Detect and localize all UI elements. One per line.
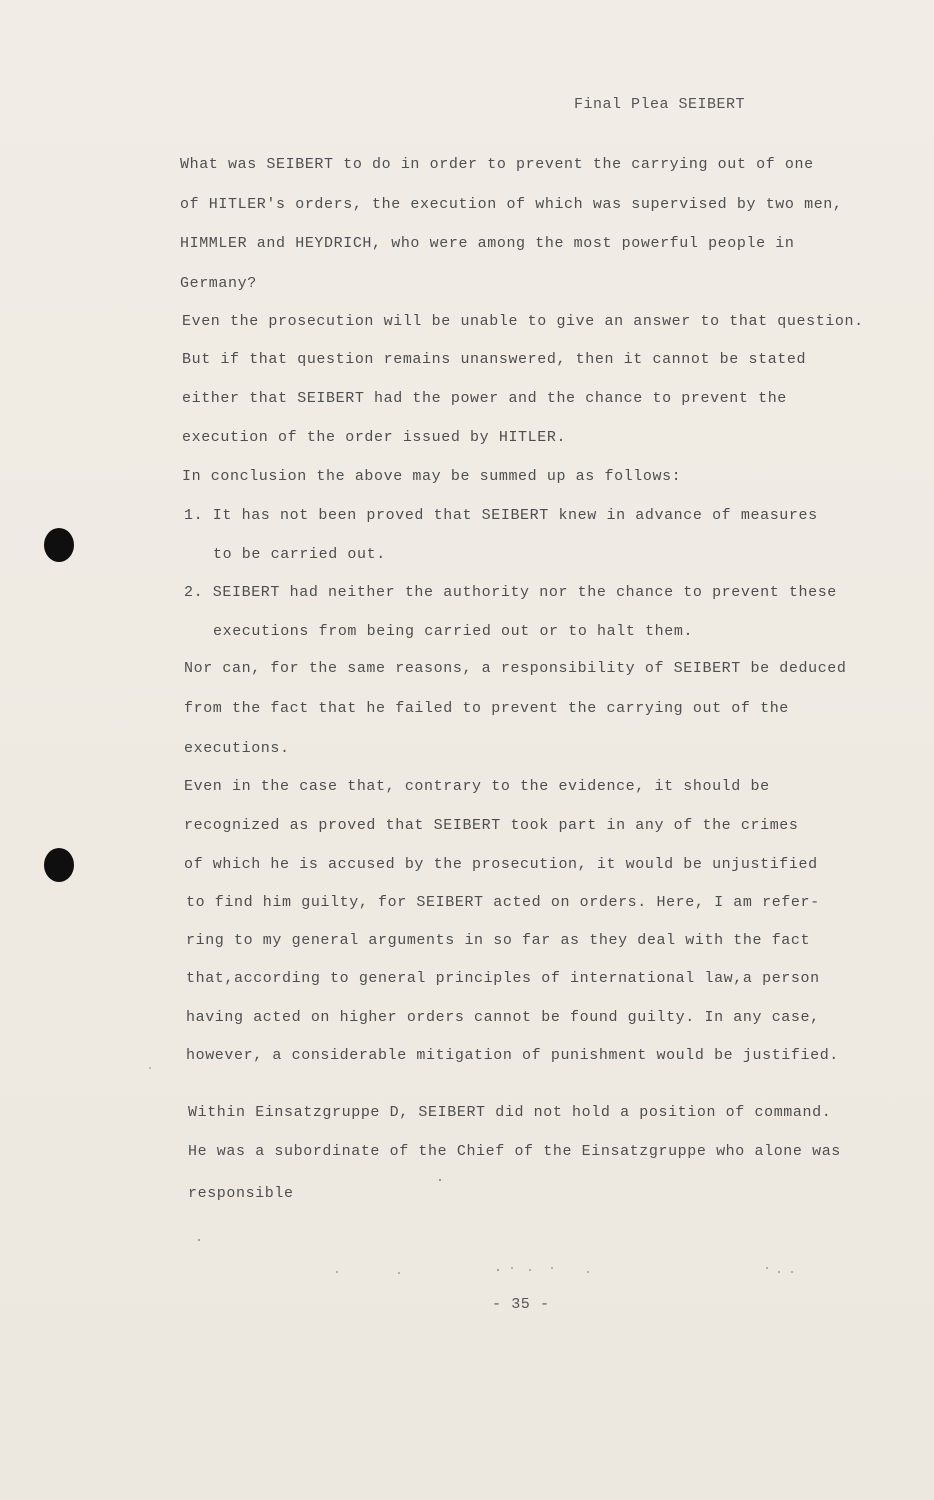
text-line: HIMMLER and HEYDRICH, who were among the most powerful people in: [180, 235, 795, 252]
list-item-1: 1. It has not been proved that SEIBERT knew in advance of measures: [184, 507, 818, 524]
text-line: Within Einsatzgruppe D, SEIBERT did not hold a position of command.: [188, 1104, 832, 1121]
text-line: execution of the order issued by HITLER.: [182, 429, 567, 446]
page-number: - 35 -: [492, 1296, 550, 1313]
text-line: to find him guilty, for SEIBERT acted on orders. Here, I am refer-: [186, 894, 820, 911]
text-line: Nor can, for the same reasons, a responsibility of SEIBERT be deduced: [184, 660, 847, 677]
text-line: He was a subordinate of the Chief of the Einsatzgruppe who alone was: [188, 1143, 841, 1160]
text-line: responsible: [188, 1185, 294, 1202]
text-line: that,according to general principles of international law,a person: [186, 970, 820, 987]
text-line: from the fact that he failed to prevent the carrying out of the: [184, 700, 789, 717]
list-item-2-continued: executions from being carried out or to halt them.: [213, 623, 694, 640]
list-item-1-continued: to be carried out.: [213, 546, 386, 563]
text-line: What was SEIBERT to do in order to prevent the carrying out of one: [180, 156, 814, 173]
text-line: In conclusion the above may be summed up as follows:: [182, 468, 682, 485]
text-line: of HITLER's orders, the execution of which was supervised by two men,: [180, 196, 843, 213]
text-line: Germany?: [180, 275, 257, 292]
text-line: of which he is accused by the prosecution, it would be unjustified: [184, 856, 818, 873]
text-line: recognized as proved that SEIBERT took part in any of the crimes: [184, 817, 799, 834]
punch-hole-top: [44, 528, 74, 562]
text-line: either that SEIBERT had the power and the chance to prevent the: [182, 390, 787, 407]
text-line: Even in the case that, contrary to the evidence, it should be: [184, 778, 770, 795]
text-line: however, a considerable mitigation of punishment would be justified.: [186, 1047, 839, 1064]
text-line: But if that question remains unanswered, then it cannot be stated: [182, 351, 807, 368]
text-line: Even the prosecution will be unable to give an answer to that question.: [182, 313, 864, 330]
page-header: Final Plea SEIBERT: [574, 96, 746, 113]
text-line: executions.: [184, 740, 290, 757]
text-line: ring to my general arguments in so far as they deal with the fact: [186, 932, 811, 949]
text-line: having acted on higher orders cannot be found guilty. In any case,: [186, 1009, 820, 1026]
punch-hole-bottom: [44, 848, 74, 882]
list-item-2: 2. SEIBERT had neither the authority nor the chance to prevent these: [184, 584, 837, 601]
